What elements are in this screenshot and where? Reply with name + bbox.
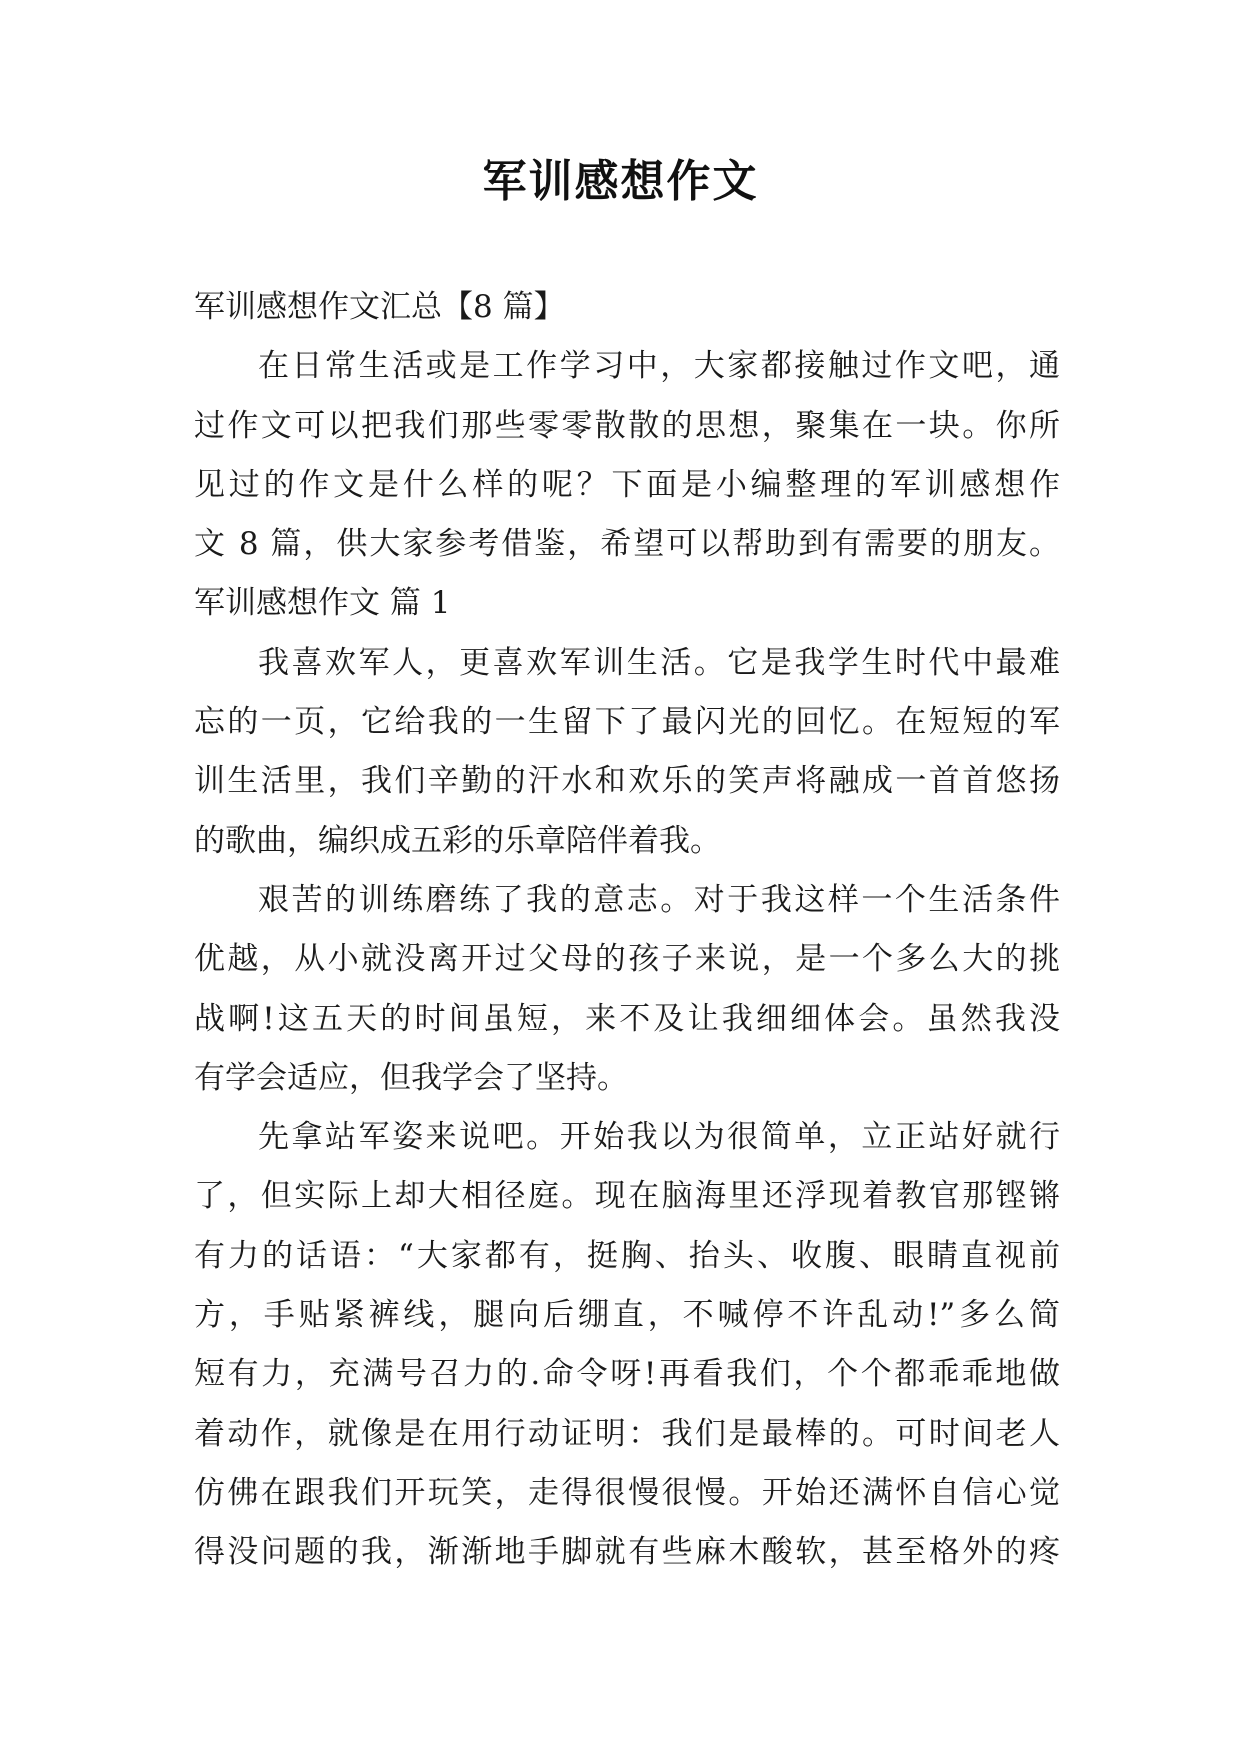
document-body	[194, 278, 1060, 1583]
text-line: 忘的一页，它给我的一生留下了最闪光的回忆。在短短的军	[194, 704, 1060, 741]
text-line: 有学会适应，但我学会了坚持。	[194, 1059, 628, 1096]
text-line: 训生活里，我们辛勤的汗水和欢乐的笑声将融成一首首悠扬	[194, 763, 1060, 800]
document-title: 军训感想作文	[482, 156, 759, 207]
text-line: 优越，从小就没离开过父母的孩子来说，是一个多么大的挑	[194, 941, 1060, 978]
text-line: 得没问题的我，渐渐地手脚就有些麻木酸软，甚至格外的疼	[194, 1534, 1060, 1571]
text-line: 有力的话语：“大家都有，挺胸、抬头、收腹、眼睛直视前	[194, 1237, 1060, 1274]
text-line: 了，但实际上却大相径庭。现在脑海里还浮现着教官那铿锵	[194, 1178, 1060, 1215]
text-line: 仿佛在跟我们开玩笑，走得很慢很慢。开始还满怀自信心觉	[194, 1474, 1060, 1511]
text-line: 军训感想作文汇总【8 篇】	[194, 289, 565, 325]
text-line: 的歌曲，编织成五彩的乐章陪伴着我。	[194, 822, 721, 859]
text-line: 着动作，就像是在用行动证明：我们是最棒的。可时间老人	[194, 1415, 1060, 1452]
text-line: 文 8 篇，供大家参考借鉴，希望可以帮助到有需要的朋友。	[194, 526, 1060, 563]
text-line: 过作文可以把我们那些零零散散的思想，聚集在一块。你所	[194, 407, 1060, 444]
text-line: 在日常生活或是工作学习中，大家都接触过作文吧，通	[258, 348, 1060, 385]
text-line: 战啊!这五天的时间虽短，来不及让我细细体会。虽然我没	[194, 1000, 1060, 1037]
text-line: 我喜欢军人，更喜欢军训生活。它是我学生时代中最难	[258, 644, 1060, 681]
text-line: 短有力，充满号召力的.命令呀!再看我们，个个都乖乖地做	[194, 1356, 1060, 1393]
text-line: 见过的作文是什么样的呢？下面是小编整理的军训感想作	[194, 466, 1060, 503]
text-line: 方，手贴紧裤线，腿向后绷直，不喊停不许乱动!”多么简	[194, 1297, 1060, 1334]
text-line: 军训感想作文 篇 1	[194, 585, 451, 622]
text-line: 艰苦的训练磨练了我的意志。对于我这样一个生活条件	[258, 881, 1060, 918]
text-line: 先拿站军姿来说吧。开始我以为很简单，立正站好就行	[258, 1119, 1060, 1156]
